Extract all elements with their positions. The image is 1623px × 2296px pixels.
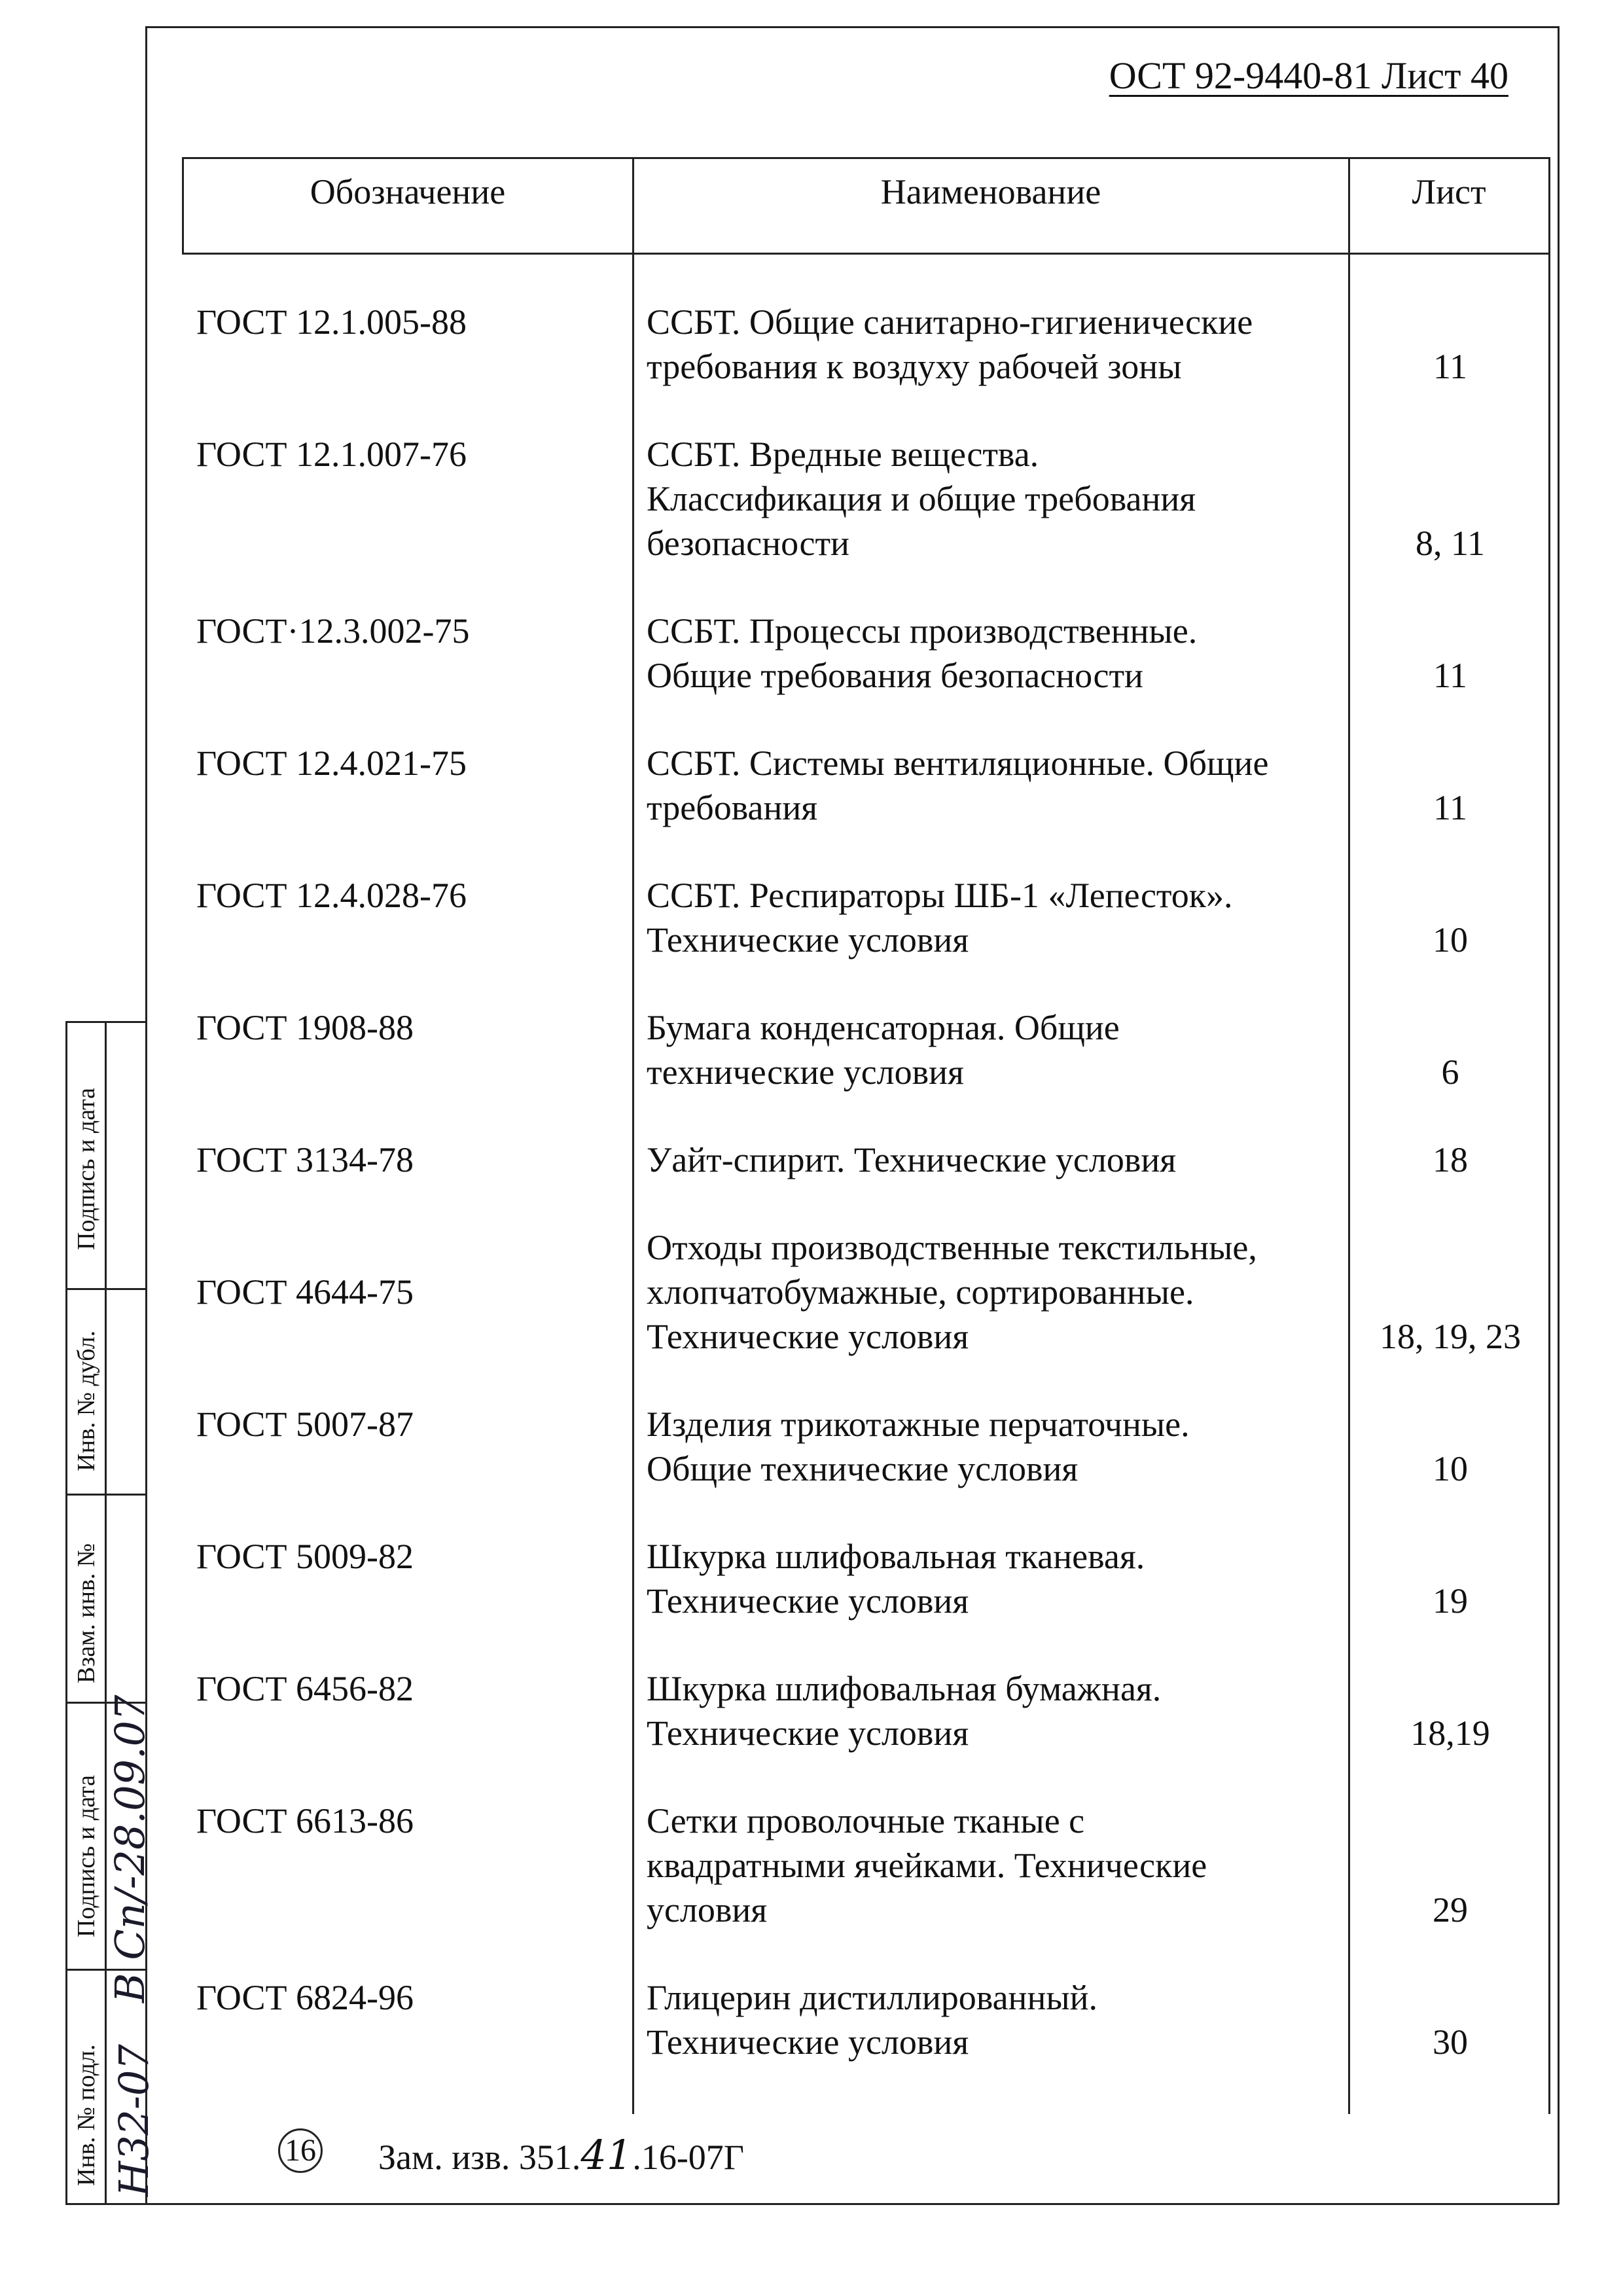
stamp-label-inv-orig: Инв. № подл. — [73, 2044, 100, 2186]
row-name-line: Шкурка шлифовальная бумажная. — [647, 1669, 1162, 1708]
row-code: ГОСТ 12.4.021-75 — [196, 744, 467, 783]
row-sheet: 6 — [1441, 1052, 1459, 1092]
document-code: ОСТ 92-9440-81 Лист 40 — [1109, 54, 1508, 97]
row-name-line: технические условия — [647, 1052, 964, 1092]
column-header-designation: Обозначение — [310, 172, 506, 211]
handwritten-signature: В Сп/-28.09.07 — [106, 1695, 154, 2003]
row-name — [647, 873, 1340, 962]
stamp-label-signature-date-2: Подпись и дата — [73, 1774, 100, 1937]
amendment-handwritten-number: 41 — [580, 2131, 633, 2179]
row-name-line: Отходы производственные текстильные, — [647, 1228, 1257, 1267]
row-name — [647, 300, 1340, 389]
row-name-line: Классификация и общие требования — [647, 479, 1196, 518]
row-code: ГОСТ 4644-75 — [196, 1272, 414, 1312]
handwritten-inv-number: Н32-07 — [110, 2044, 158, 2197]
row-name-line: требования к воздуху рабочей зоны — [647, 347, 1182, 386]
table-col-divider-2 — [1348, 157, 1350, 2114]
table-right-line — [1548, 157, 1550, 2114]
stamp-divider — [65, 1494, 147, 1496]
frame-bottom-line — [65, 2203, 1559, 2205]
row-code: ГОСТ 12.1.007-76 — [196, 435, 467, 474]
row-name — [647, 1225, 1340, 1359]
row-code: ГОСТ 6613-86 — [196, 1801, 414, 1840]
row-name-line: Общие технические условия — [647, 1449, 1079, 1488]
row-sheet: 18 — [1433, 1140, 1468, 1179]
row-sheet: 30 — [1433, 2022, 1468, 2062]
amendment-prefix: Зам. изв. 351. — [378, 2138, 581, 2177]
column-header-sheet: Лист — [1412, 172, 1486, 211]
row-name-line: ССБТ. Вредные вещества. — [647, 435, 1039, 474]
row-name-line: Изделия трикотажные перчаточные. — [647, 1405, 1190, 1444]
row-sheet: 8, 11 — [1416, 524, 1485, 563]
frame-right-line — [1558, 26, 1560, 2204]
table-top-line — [182, 157, 1550, 159]
frame-top-line — [145, 26, 1559, 28]
row-sheet: 18,19 — [1410, 1713, 1490, 1753]
row-name-line: Технические условия — [647, 2022, 969, 2062]
row-name-line: ССБТ. Респираторы ШБ-1 «Лепесток». — [647, 876, 1233, 915]
row-sheet: 10 — [1433, 920, 1468, 960]
stamp-left-line — [65, 1021, 67, 2204]
row-code: ГОСТ 5007-87 — [196, 1405, 414, 1444]
row-name — [647, 1799, 1340, 1932]
row-name-line: Технические условия — [647, 1317, 969, 1356]
row-code: ГОСТ 12.4.028-76 — [196, 876, 467, 915]
row-name — [647, 1534, 1340, 1623]
row-name-line: условия — [647, 1890, 768, 1929]
row-name — [647, 1402, 1340, 1491]
row-code: ГОСТ 6824-96 — [196, 1978, 414, 2017]
row-name-line: ССБТ. Системы вентиляционные. Общие — [647, 744, 1269, 783]
row-name — [647, 1138, 1340, 1182]
stamp-divider — [65, 1288, 147, 1290]
row-name-line: требования — [647, 788, 818, 827]
row-name-line: Бумага конденсаторная. Общие — [647, 1008, 1120, 1047]
row-name-line: Шкурка шлифовальная тканевая. — [647, 1537, 1145, 1576]
row-name — [647, 432, 1340, 565]
table-header-bottom-line — [182, 253, 1550, 255]
row-name — [647, 741, 1340, 830]
row-name-line: Сетки проволочные тканые с — [647, 1801, 1085, 1840]
row-code: ГОСТ·12.3.002-75 — [196, 611, 470, 651]
row-sheet: 10 — [1433, 1449, 1468, 1488]
row-name — [647, 609, 1340, 698]
row-code: ГОСТ 3134-78 — [196, 1140, 414, 1179]
row-name-line: Технические условия — [647, 920, 969, 960]
change-number-badge: 16 — [278, 2128, 323, 2173]
row-code: ГОСТ 6456-82 — [196, 1669, 414, 1708]
row-name-line: квадратными ячейками. Технические — [647, 1846, 1207, 1885]
row-sheet: 11 — [1433, 347, 1467, 386]
row-name — [647, 1005, 1340, 1094]
stamp-divider — [65, 1021, 147, 1023]
row-name — [647, 1666, 1340, 1755]
row-name-line: Технические условия — [647, 1713, 969, 1753]
row-sheet: 11 — [1433, 788, 1467, 827]
amendment-notice — [378, 2131, 744, 2179]
row-sheet: 29 — [1433, 1890, 1468, 1929]
row-sheet: 18, 19, 23 — [1380, 1317, 1521, 1356]
row-name-line: Общие требования безопасности — [647, 656, 1143, 695]
row-name-line: хлопчатобумажные, сортированные. — [647, 1272, 1194, 1312]
row-code: ГОСТ 5009-82 — [196, 1537, 414, 1576]
row-code: ГОСТ 1908-88 — [196, 1008, 414, 1047]
stamp-middle-line — [105, 1021, 107, 2204]
row-name-line: безопасности — [647, 524, 849, 563]
row-sheet: 11 — [1433, 656, 1467, 695]
row-name-line: ССБТ. Общие санитарно-гигиенические — [647, 302, 1253, 342]
row-name-line: Уайт-спирит. Технические условия — [647, 1140, 1177, 1179]
stamp-label-inv-dup: Инв. № дубл. — [73, 1330, 100, 1471]
row-name — [647, 1975, 1340, 2064]
row-code: ГОСТ 12.1.005-88 — [196, 302, 467, 342]
row-name-line: Глицерин дистиллированный. — [647, 1978, 1098, 2017]
row-sheet: 19 — [1433, 1581, 1468, 1621]
column-header-name: Наименование — [880, 172, 1101, 211]
row-name-line: Технические условия — [647, 1581, 969, 1621]
stamp-label-replace-inv: Взам. инв. № — [73, 1543, 100, 1683]
row-name-line: ССБТ. Процессы производственные. — [647, 611, 1198, 651]
amendment-suffix: .16-07Г — [632, 2138, 745, 2177]
table-col-divider-1 — [632, 157, 634, 2114]
stamp-label-signature-date-1: Подпись и дата — [73, 1087, 100, 1250]
